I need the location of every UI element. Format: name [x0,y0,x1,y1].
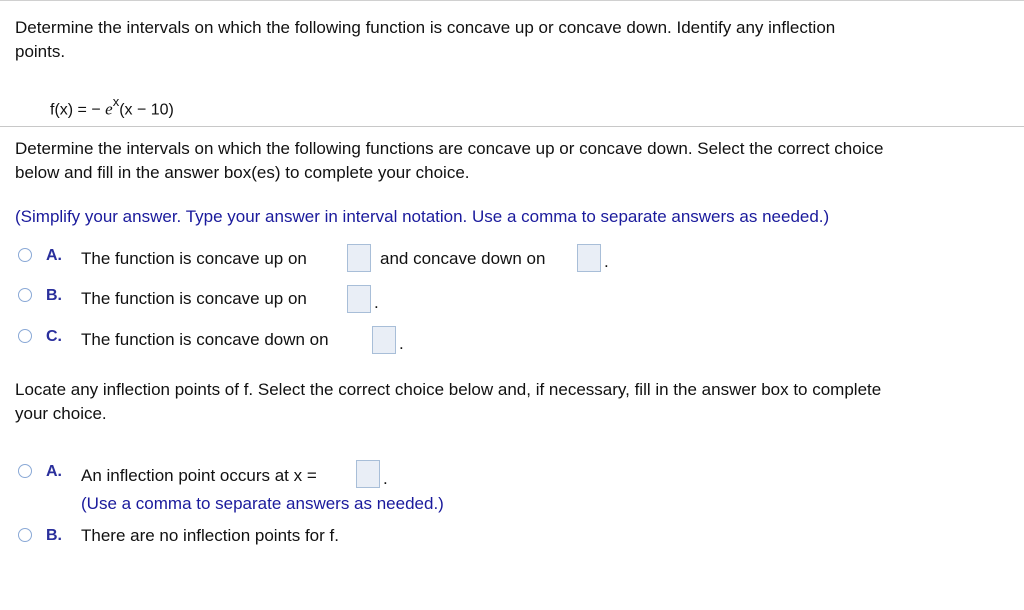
part2-option-b-letter: B. [46,527,62,544]
part1-option-a-mid-text: and concave down on [380,249,546,268]
period: . [383,469,388,488]
part1-option-c-letter: C. [46,328,62,345]
part1-option-b-radio[interactable] [18,288,32,302]
formula-lhs: f(x) = [50,101,87,119]
formula-rest: (x − 10) [119,101,174,119]
problem-text-line2: points. [15,42,66,61]
part1-option-b-text: The function is concave up on [81,289,307,308]
inflection-point-answer-box[interactable] [356,460,380,488]
top-border [0,0,1024,1]
period: . [604,252,609,271]
part1-option-a-text: The function is concave up on [81,249,307,268]
period: . [374,293,379,312]
concave-up-only-answer-box[interactable] [347,285,371,313]
part2-option-a-radio[interactable] [18,464,32,478]
part1-instructions-line2: below and fill in the answer box(es) to complete your choice. [15,163,470,182]
problem-text-line1: Determine the intervals on which the following function is concave up or concave down. Identify any inflection [15,18,836,37]
concave-down-answer-box[interactable] [577,244,601,272]
part1-option-b-letter: B. [46,287,62,304]
period: . [399,334,404,353]
part1-hint: (Simplify your answer. Type your answer in interval notation. Use a comma to separate answers as needed.) [15,207,830,226]
part2-option-a-letter: A. [46,463,62,480]
part2-option-b-radio[interactable] [18,528,32,542]
part1-option-a-radio[interactable] [18,248,32,262]
part2-option-a-text: An inflection point occurs at x = [81,466,317,485]
part1-option-c-text: The function is concave down on [81,330,329,349]
concave-down-only-answer-box[interactable] [372,326,396,354]
part2-instructions-line2: your choice. [15,404,107,423]
part1-option-a-letter: A. [46,247,62,264]
part2-instructions-line1: Locate any inflection points of f. Select the correct choice below and, if necessary, fill in the answer box to complete [15,380,882,399]
function-formula [50,94,174,120]
formula-minus: − [91,101,101,119]
formula-exponent: x [112,94,120,109]
section-divider [0,126,1024,127]
part1-instructions-line1: Determine the intervals on which the following functions are concave up or concave down. Select the correct choice [15,139,884,158]
part2-option-b-text: There are no inflection points for f. [81,526,339,545]
concave-up-answer-box[interactable] [347,244,371,272]
part2-option-a-hint: (Use a comma to separate answers as needed.) [81,494,444,513]
formula-e: e [105,99,113,119]
part1-option-c-radio[interactable] [18,329,32,343]
